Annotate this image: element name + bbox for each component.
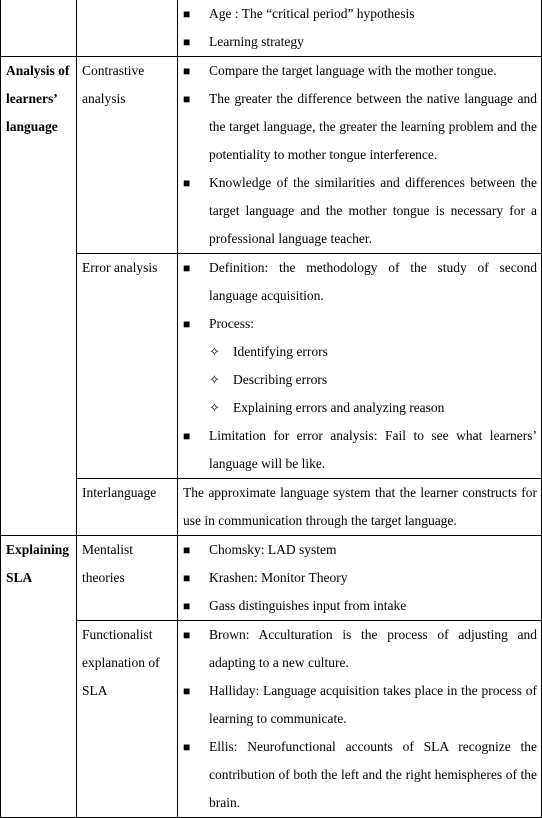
list-item: ■ Knowledge of the similarities and differences between the target language and the mother tongue is necessary for a professional language teacher. (183, 169, 537, 253)
black-square-icon (183, 85, 190, 113)
table-row-error-analysis (1, 254, 542, 479)
black-square-icon (183, 254, 190, 282)
subsection-mentalist-theories: Mentalist theories (77, 536, 178, 621)
black-square-icon (183, 0, 190, 28)
section-explaining-sla: Explaining SLA (1, 536, 77, 818)
list-item: ■ Ellis: Neurofunctional accounts of SLA recognize the contribution of both the left and the right hemispheres of the brain. (183, 733, 537, 817)
black-square-icon (183, 536, 190, 564)
cell-empty-2 (77, 0, 178, 57)
list-item: ■ Chomsky: LAD system (183, 536, 537, 564)
table-row-continuation (1, 0, 542, 57)
table-row-mentalist (1, 536, 542, 621)
cell-mentalist-content (178, 536, 542, 621)
list-item: ■ Compare the target language with the mother tongue. (183, 57, 537, 85)
black-square-icon (183, 57, 190, 85)
list-item: ■ Definition: the methodology of the study of second language acquisition. (183, 254, 537, 310)
list-item: ■ Krashen: Monitor Theory (183, 564, 537, 592)
table-row-interlanguage (1, 479, 542, 536)
cell-functionalist-content (178, 621, 542, 818)
four-pointed-star-icon (209, 394, 220, 422)
black-square-icon (183, 310, 190, 338)
black-square-icon (183, 677, 190, 705)
sub-list-item: ✧ Identifying errors (183, 338, 537, 366)
four-pointed-star-icon (209, 338, 220, 366)
black-square-icon (183, 28, 190, 56)
sub-list-item: ✧ Explaining errors and analyzing reason (183, 394, 537, 422)
list-item: ■ Learning strategy (183, 28, 537, 56)
list-item: ■ Limitation for error analysis: Fail to see what learners’ language will be like. (183, 422, 537, 478)
black-square-icon (183, 422, 190, 450)
list-item: ■ Gass distinguishes input from intake (183, 592, 537, 620)
subsection-interlanguage: Interlanguage (77, 479, 178, 536)
four-pointed-star-icon (209, 366, 220, 394)
cell-empty-1 (1, 0, 77, 57)
sub-list-item: ✧ Describing errors (183, 366, 537, 394)
list-item: ■ Brown: Acculturation is the process of adjusting and adapting to a new culture. (183, 621, 537, 677)
black-square-icon (183, 592, 190, 620)
list-item: ■ Halliday: Language acquisition takes place in the process of learning to communicate. (183, 677, 537, 733)
subsection-error-analysis: Error analysis (77, 254, 178, 479)
list-item: ■ The greater the difference between the native language and the target language, the greater the learning problem and the potentiality to mother tongue interference. (183, 85, 537, 169)
cell-interlanguage-content: The approximate language system that the learner constructs for use in communication through the target language. (178, 479, 542, 536)
table-row-contrastive (1, 57, 542, 254)
black-square-icon (183, 564, 190, 592)
black-square-icon (183, 169, 190, 197)
cell-continuation-content (178, 0, 542, 57)
cell-contrastive-content (178, 57, 542, 254)
table-row-functionalist (1, 621, 542, 818)
subsection-contrastive-analysis: Contrastive analysis (77, 57, 178, 254)
black-square-icon (183, 733, 190, 761)
cell-error-analysis-content (178, 254, 542, 479)
black-square-icon (183, 621, 190, 649)
list-item: ■ Age : The “critical period” hypothesis (183, 0, 537, 28)
list-item: ■ Process: (183, 310, 537, 338)
subsection-functionalist-explanation: Functionalist explanation of SLA (77, 621, 178, 818)
section-analysis-learners-language: Analysis of learners’ language (1, 57, 77, 536)
